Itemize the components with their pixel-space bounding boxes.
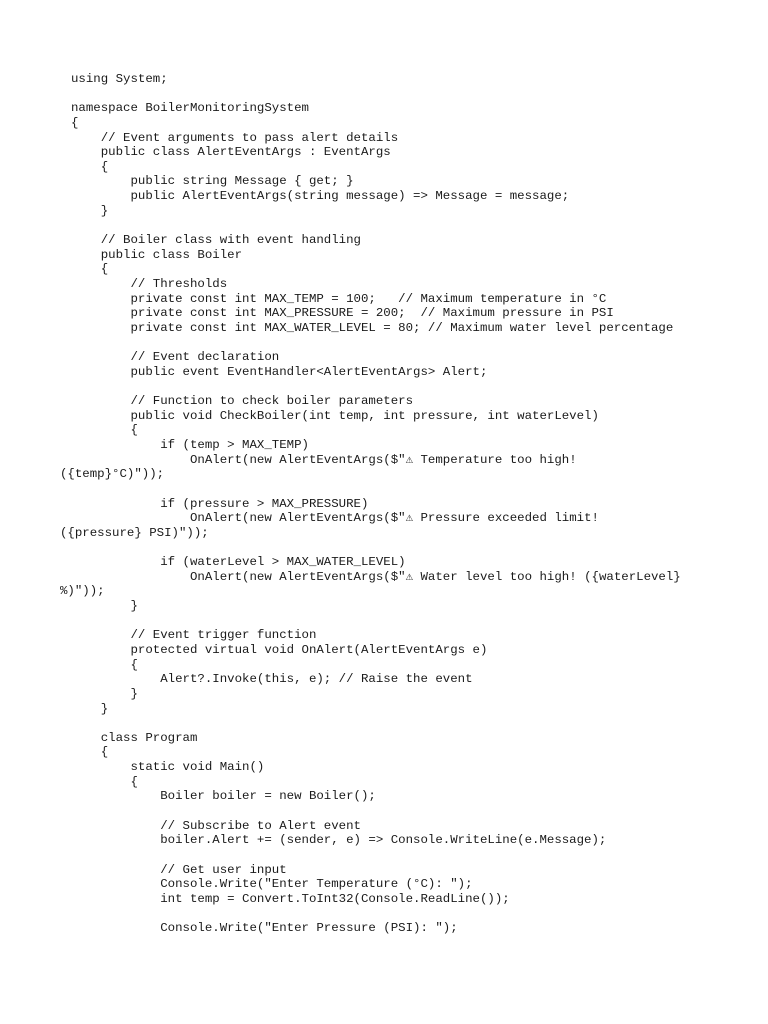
code-line [71, 87, 711, 102]
code-line: class Program [71, 730, 198, 745]
code-line: // Event declaration [71, 350, 280, 365]
code-line: // Subscribe to Alert event [71, 818, 361, 833]
code-line: { [71, 262, 109, 277]
code-line: boiler.Alert += (sender, e) => Console.WriteLine(e.Message); [71, 833, 607, 848]
code-line: int temp = Convert.ToInt32(Console.ReadLine()); [71, 891, 510, 906]
code-line: public string Message { get; } [71, 174, 354, 189]
code-line: } [71, 599, 138, 614]
code-line: { [71, 657, 138, 672]
code-line: // Function to check boiler parameters [71, 394, 414, 409]
code-line: } [71, 701, 109, 716]
code-line: } [71, 686, 138, 701]
code-line: // Thresholds [71, 276, 228, 291]
code-line: // Event arguments to pass alert details [71, 130, 399, 145]
code-line: Boiler boiler = new Boiler(); [71, 789, 376, 804]
code-line [71, 541, 711, 556]
code-listing [60, 72, 711, 936]
code-line: public event EventHandler<AlertEventArgs> Alert; [71, 364, 488, 379]
code-line [71, 716, 711, 731]
code-line: public class AlertEventArgs : EventArgs [71, 145, 391, 160]
code-line: protected virtual void OnAlert(AlertEventArgs e) [71, 642, 488, 657]
code-line: { [71, 423, 138, 438]
code-line: public void CheckBoiler(int temp, int pressure, int waterLevel) [71, 408, 599, 423]
code-line [71, 804, 711, 819]
code-line: OnAlert(new AlertEventArgs($"⚠ Temperature too high! [71, 452, 577, 467]
code-line-wrapped: ({pressure} PSI)")); [60, 525, 209, 540]
code-line: public class Boiler [71, 247, 243, 262]
code-line: if (temp > MAX_TEMP) [71, 438, 309, 453]
code-line: static void Main() [71, 760, 265, 775]
code-line: private const int MAX_TEMP = 100; // Maximum temperature in °C [71, 291, 607, 306]
code-line: using System; [71, 72, 168, 86]
code-line: { [71, 745, 109, 760]
code-line: if (pressure > MAX_PRESSURE) [71, 496, 369, 511]
code-line: } [71, 203, 109, 218]
code-line [71, 614, 711, 629]
code-line: OnAlert(new AlertEventArgs($"⚠ Water level too high! ({waterLevel} [71, 569, 681, 584]
code-line [71, 907, 711, 922]
code-line [71, 336, 711, 351]
code-line: { [71, 115, 79, 130]
code-line: { [71, 774, 138, 789]
code-line: { [71, 159, 109, 174]
code-line: if (waterLevel > MAX_WATER_LEVEL) [71, 555, 406, 570]
code-line: Alert?.Invoke(this, e); // Raise the event [71, 672, 473, 687]
code-line: // Get user input [71, 862, 287, 877]
code-line: // Event trigger function [71, 628, 317, 643]
code-line: private const int MAX_WATER_LEVEL = 80; // Maximum water level percentage [71, 320, 674, 335]
code-line: namespace BoilerMonitoringSystem [71, 101, 309, 116]
code-line [71, 379, 711, 394]
code-line: Console.Write("Enter Temperature (°C): "); [71, 877, 473, 892]
code-line: // Boiler class with event handling [71, 233, 361, 248]
code-line-wrapped: %)")); [60, 584, 105, 599]
code-line: Console.Write("Enter Pressure (PSI): "); [71, 921, 458, 936]
code-line-wrapped: ({temp}°C)")); [60, 467, 165, 482]
code-line [71, 848, 711, 863]
code-line [71, 482, 711, 497]
code-line: public AlertEventArgs(string message) => Message = message; [71, 189, 570, 204]
code-line: private const int MAX_PRESSURE = 200; // Maximum pressure in PSI [71, 306, 614, 321]
code-line: OnAlert(new AlertEventArgs($"⚠ Pressure exceeded limit! [71, 511, 599, 526]
code-line [71, 218, 711, 233]
